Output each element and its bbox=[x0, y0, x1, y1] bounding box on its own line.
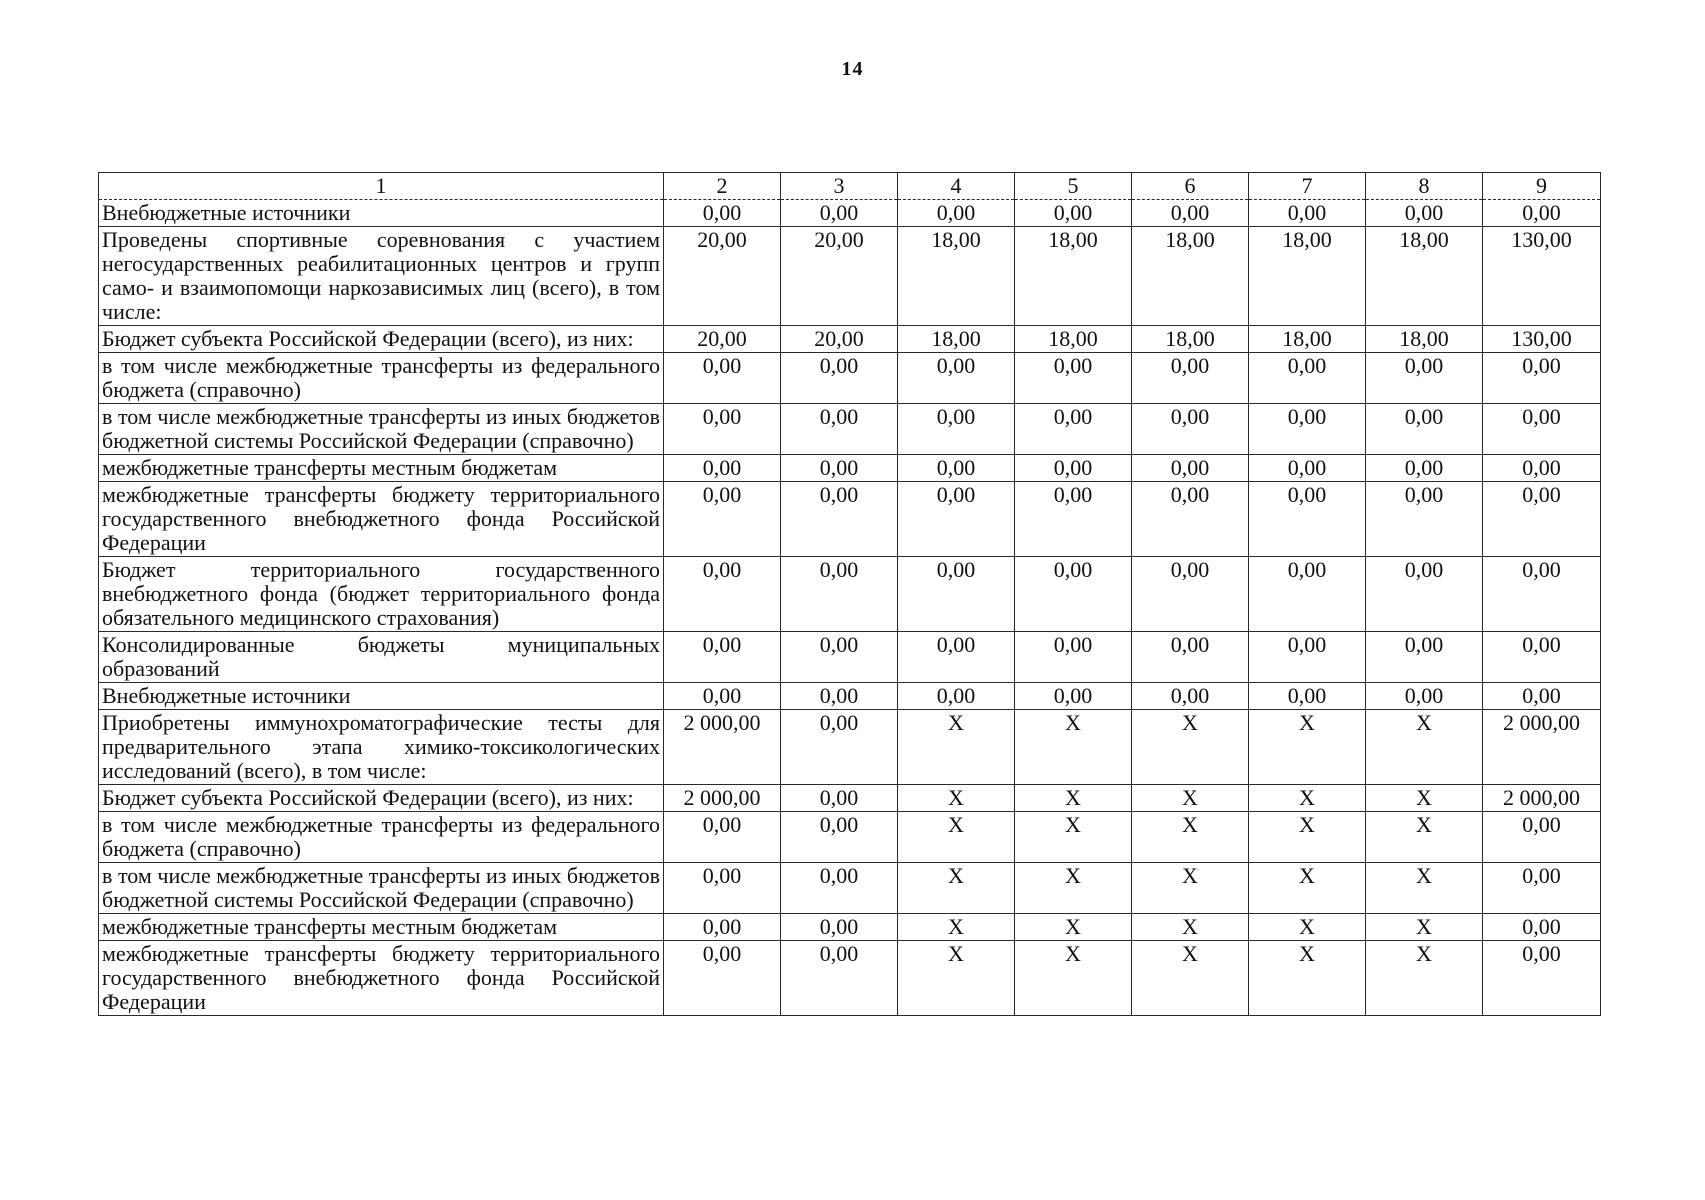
table-row bbox=[99, 941, 1601, 1016]
row-value: 18,00 bbox=[1015, 326, 1132, 353]
budget-table bbox=[98, 172, 1601, 1016]
row-value: 0,00 bbox=[664, 863, 781, 914]
row-value: 0,00 bbox=[1483, 914, 1601, 941]
row-value: X bbox=[1132, 785, 1249, 812]
row-value: 0,00 bbox=[781, 455, 898, 482]
row-value: 0,00 bbox=[1132, 557, 1249, 632]
row-label: в том числе межбюджетные трансферты из федерального бюджета (справочно) bbox=[99, 812, 664, 863]
row-value: 0,00 bbox=[1132, 683, 1249, 710]
table-row bbox=[99, 482, 1601, 557]
row-value: 0,00 bbox=[1483, 683, 1601, 710]
table-row bbox=[99, 812, 1601, 863]
row-value: 0,00 bbox=[781, 353, 898, 404]
row-value: 0,00 bbox=[781, 632, 898, 683]
table-row bbox=[99, 557, 1601, 632]
row-value: X bbox=[1249, 914, 1366, 941]
row-value: 0,00 bbox=[1483, 200, 1601, 227]
row-value: 0,00 bbox=[1366, 482, 1483, 557]
column-header: 9 bbox=[1483, 173, 1601, 200]
row-value: 0,00 bbox=[1132, 455, 1249, 482]
row-value: 0,00 bbox=[898, 455, 1015, 482]
row-value: 20,00 bbox=[664, 227, 781, 326]
row-value: 2 000,00 bbox=[1483, 710, 1601, 785]
row-value: 0,00 bbox=[664, 455, 781, 482]
row-value: 18,00 bbox=[898, 326, 1015, 353]
table-row bbox=[99, 863, 1601, 914]
row-value: 0,00 bbox=[1132, 404, 1249, 455]
table-row bbox=[99, 404, 1601, 455]
row-value: 0,00 bbox=[664, 557, 781, 632]
row-value: X bbox=[1132, 812, 1249, 863]
row-label: в том числе межбюджетные трансферты из иных бюджетов бюджетной системы Российской Федерации (справочно) bbox=[99, 863, 664, 914]
table-row bbox=[99, 683, 1601, 710]
row-value: X bbox=[1015, 785, 1132, 812]
row-value: X bbox=[1015, 914, 1132, 941]
row-label: в том числе межбюджетные трансферты из федерального бюджета (справочно) bbox=[99, 353, 664, 404]
row-value: 0,00 bbox=[1132, 353, 1249, 404]
row-value: 0,00 bbox=[1249, 482, 1366, 557]
row-value: 0,00 bbox=[898, 353, 1015, 404]
row-value: 0,00 bbox=[1249, 683, 1366, 710]
row-label: межбюджетные трансферты бюджету территориального государственного внебюджетного фонда Российской Федерации bbox=[99, 482, 664, 557]
row-value: 0,00 bbox=[1366, 557, 1483, 632]
row-value: 0,00 bbox=[1249, 353, 1366, 404]
row-label: Внебюджетные источники bbox=[99, 200, 664, 227]
table-row bbox=[99, 455, 1601, 482]
row-value: 0,00 bbox=[898, 683, 1015, 710]
row-value: X bbox=[1249, 863, 1366, 914]
row-value: 0,00 bbox=[781, 557, 898, 632]
row-value: 0,00 bbox=[898, 632, 1015, 683]
row-value: 18,00 bbox=[1015, 227, 1132, 326]
row-value: 18,00 bbox=[898, 227, 1015, 326]
row-value: 0,00 bbox=[1483, 482, 1601, 557]
row-value: 0,00 bbox=[664, 683, 781, 710]
row-value: X bbox=[1015, 941, 1132, 1016]
row-value: 18,00 bbox=[1132, 227, 1249, 326]
header-row bbox=[99, 173, 1601, 200]
row-value: X bbox=[1015, 812, 1132, 863]
table-row bbox=[99, 326, 1601, 353]
row-value: 0,00 bbox=[1015, 557, 1132, 632]
row-value: 0,00 bbox=[1483, 455, 1601, 482]
table-row bbox=[99, 632, 1601, 683]
row-value: 0,00 bbox=[781, 683, 898, 710]
row-value: X bbox=[1366, 710, 1483, 785]
row-value: X bbox=[1015, 863, 1132, 914]
row-value: 18,00 bbox=[1366, 326, 1483, 353]
row-value: X bbox=[898, 941, 1015, 1016]
row-value: 2 000,00 bbox=[664, 710, 781, 785]
table-row bbox=[99, 200, 1601, 227]
row-value: 0,00 bbox=[1366, 455, 1483, 482]
row-value: 0,00 bbox=[1015, 404, 1132, 455]
table-body bbox=[99, 200, 1601, 1016]
row-value: 0,00 bbox=[1483, 632, 1601, 683]
row-value: 0,00 bbox=[664, 353, 781, 404]
row-value: 0,00 bbox=[664, 632, 781, 683]
table-row bbox=[99, 227, 1601, 326]
row-value: X bbox=[1249, 812, 1366, 863]
column-header: 2 bbox=[664, 173, 781, 200]
row-value: 0,00 bbox=[1015, 482, 1132, 557]
row-value: 0,00 bbox=[781, 941, 898, 1016]
row-value: X bbox=[1366, 812, 1483, 863]
row-value: 0,00 bbox=[664, 482, 781, 557]
row-value: 0,00 bbox=[1483, 941, 1601, 1016]
column-header: 4 bbox=[898, 173, 1015, 200]
row-value: X bbox=[1366, 914, 1483, 941]
row-value: 0,00 bbox=[898, 482, 1015, 557]
row-value: 0,00 bbox=[1132, 200, 1249, 227]
row-value: 0,00 bbox=[1015, 353, 1132, 404]
row-value: 0,00 bbox=[1483, 557, 1601, 632]
row-value: 0,00 bbox=[1366, 404, 1483, 455]
row-value: X bbox=[1366, 785, 1483, 812]
row-value: 20,00 bbox=[664, 326, 781, 353]
row-value: 0,00 bbox=[664, 812, 781, 863]
row-value: 0,00 bbox=[898, 404, 1015, 455]
row-value: 0,00 bbox=[1249, 632, 1366, 683]
row-value: 0,00 bbox=[664, 941, 781, 1016]
row-label: Консолидированные бюджеты муниципальных образований bbox=[99, 632, 664, 683]
row-value: 18,00 bbox=[1132, 326, 1249, 353]
column-header: 8 bbox=[1366, 173, 1483, 200]
row-value: X bbox=[1249, 785, 1366, 812]
row-value: 0,00 bbox=[1366, 632, 1483, 683]
row-value: 0,00 bbox=[781, 812, 898, 863]
row-value: 0,00 bbox=[781, 914, 898, 941]
row-value: 0,00 bbox=[781, 710, 898, 785]
row-label: Приобретены иммунохроматографические тесты для предварительного этапа химико-токсикологических исследований (всего), в том числе: bbox=[99, 710, 664, 785]
page-number: 14 bbox=[841, 58, 864, 80]
table-row bbox=[99, 914, 1601, 941]
row-label: межбюджетные трансферты местным бюджетам bbox=[99, 914, 664, 941]
row-value: 0,00 bbox=[898, 200, 1015, 227]
row-value: X bbox=[1249, 941, 1366, 1016]
row-value: X bbox=[1132, 710, 1249, 785]
table-row bbox=[99, 710, 1601, 785]
row-label: Проведены спортивные соревнования с участием негосударственных реабилитационных центров и групп само- и взаимопомощи наркозависимых лиц (всего), в том числе: bbox=[99, 227, 664, 326]
row-value: 0,00 bbox=[664, 404, 781, 455]
table-row bbox=[99, 785, 1601, 812]
row-value: X bbox=[1015, 710, 1132, 785]
row-value: 20,00 bbox=[781, 227, 898, 326]
row-value: X bbox=[898, 914, 1015, 941]
row-value: 0,00 bbox=[781, 482, 898, 557]
row-value: 130,00 bbox=[1483, 227, 1601, 326]
row-value: 0,00 bbox=[664, 914, 781, 941]
row-value: X bbox=[1249, 710, 1366, 785]
row-value: 0,00 bbox=[781, 200, 898, 227]
row-value: X bbox=[1132, 914, 1249, 941]
table-row bbox=[99, 353, 1601, 404]
row-value: 0,00 bbox=[1132, 632, 1249, 683]
row-value: 0,00 bbox=[781, 404, 898, 455]
row-value: 0,00 bbox=[781, 863, 898, 914]
row-value: X bbox=[1132, 863, 1249, 914]
row-value: 0,00 bbox=[1366, 353, 1483, 404]
row-label: Бюджет субъекта Российской Федерации (всего), из них: bbox=[99, 326, 664, 353]
row-value: X bbox=[898, 812, 1015, 863]
row-label: Бюджет территориального государственного внебюджетного фонда (бюджет территориального фонда обязательного медицинского страхования) bbox=[99, 557, 664, 632]
column-header: 1 bbox=[99, 173, 664, 200]
row-value: 0,00 bbox=[1015, 200, 1132, 227]
row-label: Внебюджетные источники bbox=[99, 683, 664, 710]
row-value: 18,00 bbox=[1249, 227, 1366, 326]
column-header: 7 bbox=[1249, 173, 1366, 200]
row-value: 0,00 bbox=[1132, 482, 1249, 557]
row-value: 0,00 bbox=[1249, 557, 1366, 632]
row-value: 0,00 bbox=[1015, 455, 1132, 482]
row-label: Бюджет субъекта Российской Федерации (всего), из них: bbox=[99, 785, 664, 812]
row-value: X bbox=[898, 863, 1015, 914]
column-header: 5 bbox=[1015, 173, 1132, 200]
row-value: 130,00 bbox=[1483, 326, 1601, 353]
row-value: 2 000,00 bbox=[664, 785, 781, 812]
row-value: 0,00 bbox=[1366, 200, 1483, 227]
row-value: X bbox=[1366, 941, 1483, 1016]
row-label: межбюджетные трансферты местным бюджетам bbox=[99, 455, 664, 482]
row-value: X bbox=[1132, 941, 1249, 1016]
row-value: X bbox=[898, 710, 1015, 785]
row-label: межбюджетные трансферты бюджету территориального государственного внебюджетного фонда Российской Федерации bbox=[99, 941, 664, 1016]
row-value: 20,00 bbox=[781, 326, 898, 353]
row-value: 2 000,00 bbox=[1483, 785, 1601, 812]
row-value: 18,00 bbox=[1366, 227, 1483, 326]
row-label: в том числе межбюджетные трансферты из иных бюджетов бюджетной системы Российской Федерации (справочно) bbox=[99, 404, 664, 455]
row-value: 0,00 bbox=[1366, 683, 1483, 710]
row-value: 0,00 bbox=[1249, 455, 1366, 482]
row-value: 0,00 bbox=[1249, 404, 1366, 455]
row-value: X bbox=[1366, 863, 1483, 914]
column-header: 6 bbox=[1132, 173, 1249, 200]
row-value: 0,00 bbox=[1483, 353, 1601, 404]
row-value: X bbox=[898, 785, 1015, 812]
row-value: 0,00 bbox=[1249, 200, 1366, 227]
row-value: 18,00 bbox=[1249, 326, 1366, 353]
row-value: 0,00 bbox=[1015, 632, 1132, 683]
row-value: 0,00 bbox=[1015, 683, 1132, 710]
row-value: 0,00 bbox=[1483, 863, 1601, 914]
column-header: 3 bbox=[781, 173, 898, 200]
row-value: 0,00 bbox=[664, 200, 781, 227]
row-value: 0,00 bbox=[898, 557, 1015, 632]
row-value: 0,00 bbox=[1483, 404, 1601, 455]
row-value: 0,00 bbox=[1483, 812, 1601, 863]
row-value: 0,00 bbox=[781, 785, 898, 812]
